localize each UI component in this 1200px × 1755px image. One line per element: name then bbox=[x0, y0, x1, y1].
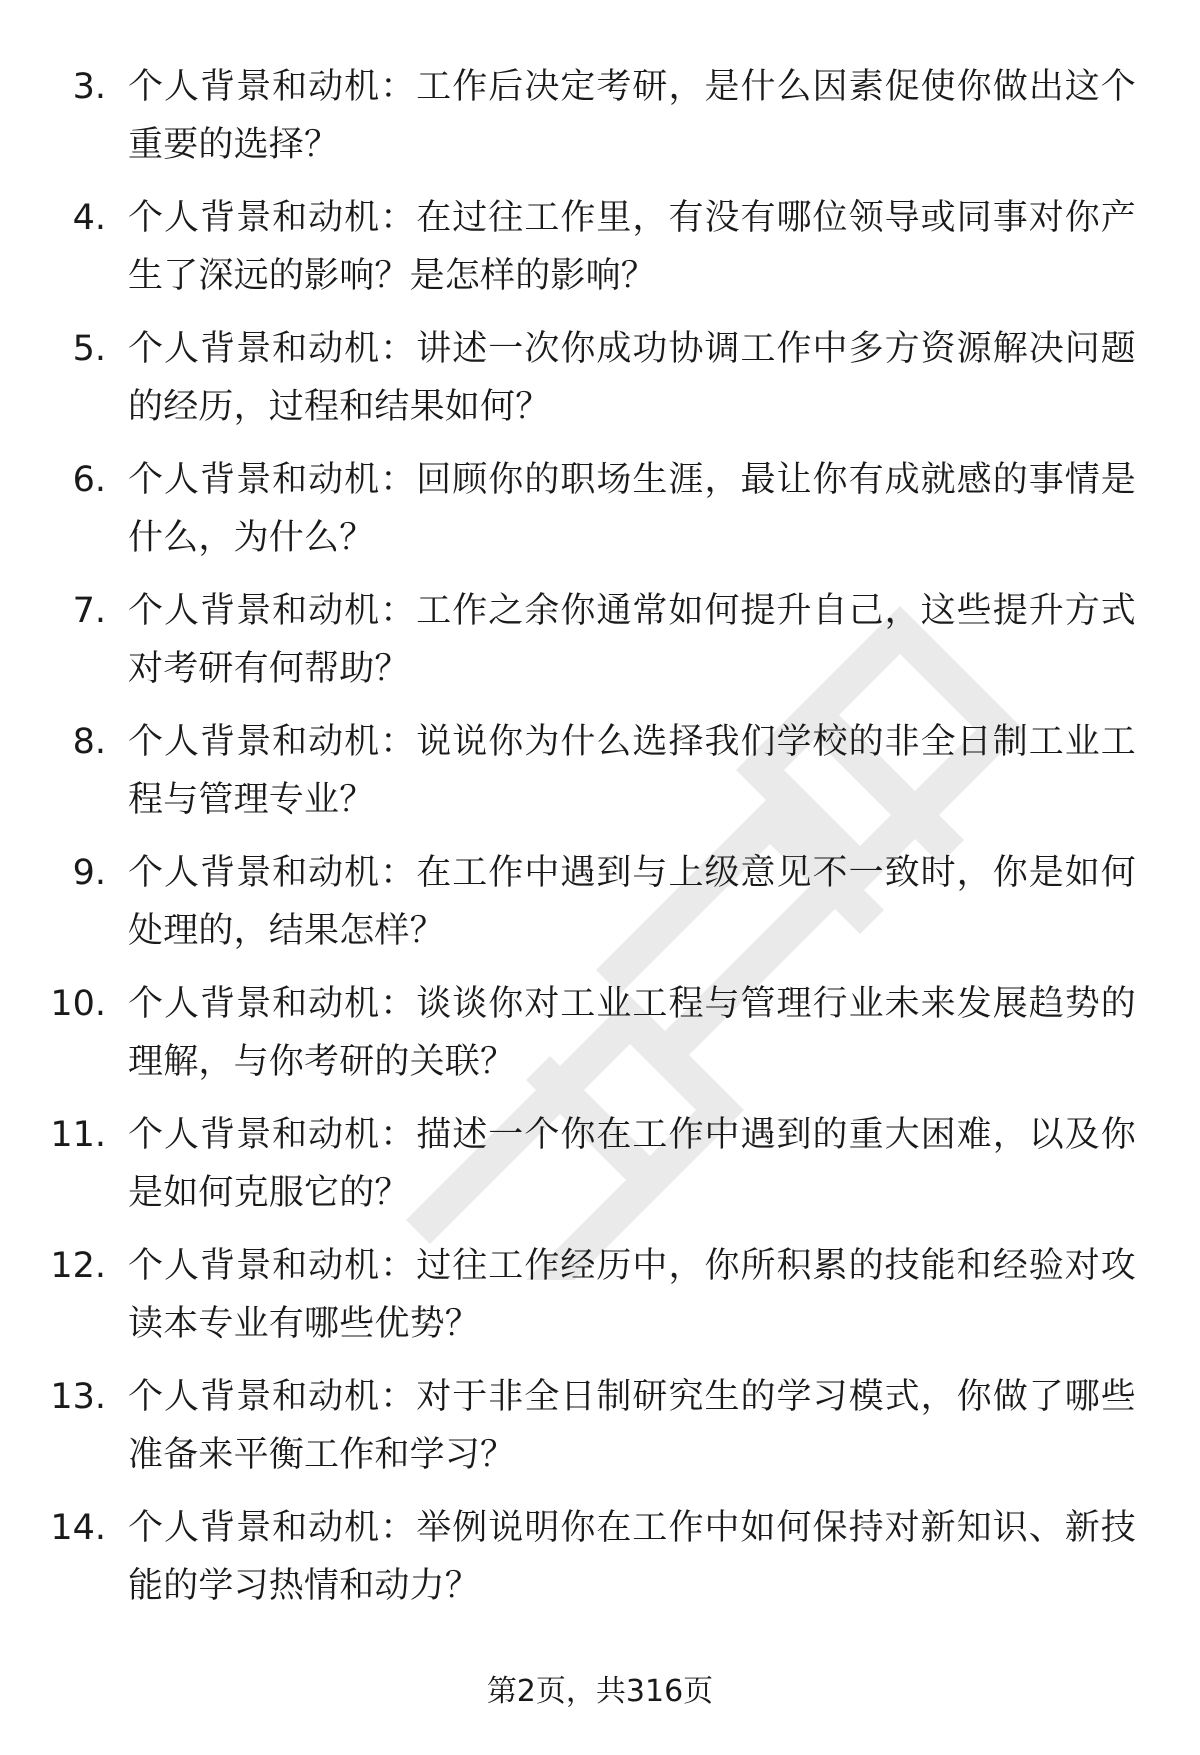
question-item bbox=[0, 1237, 1200, 1368]
question-number: 10. bbox=[50, 984, 106, 1024]
question-number: 9. bbox=[72, 853, 106, 893]
question-text: 个人背景和动机：讲述一次你成功协调工作中多方资源解决问题的经历，过程和结果如何？ bbox=[128, 329, 1136, 427]
question-text: 个人背景和动机：谈谈你对工业工程与管理行业未来发展趋势的理解，与你考研的关联？ bbox=[128, 984, 1136, 1082]
question-item bbox=[0, 975, 1200, 1106]
question-text: 个人背景和动机：回顾你的职场生涯，最让你有成就感的事情是什么，为什么？ bbox=[128, 460, 1136, 558]
question-number: 7. bbox=[72, 591, 106, 631]
question-number: 11. bbox=[50, 1115, 106, 1155]
question-item bbox=[0, 844, 1200, 975]
question-number: 14. bbox=[50, 1508, 106, 1548]
question-number: 12. bbox=[50, 1246, 106, 1286]
question-item bbox=[0, 713, 1200, 844]
question-text: 个人背景和动机：工作之余你通常如何提升自己，这些提升方式对考研有何帮助？ bbox=[128, 591, 1136, 689]
question-item bbox=[0, 1106, 1200, 1237]
question-text: 个人背景和动机：描述一个你在工作中遇到的重大困难，以及你是如何克服它的？ bbox=[128, 1115, 1136, 1213]
page-footer bbox=[0, 1672, 1200, 1712]
question-number: 4. bbox=[72, 198, 106, 238]
page-number-label: 第2页，共316页 bbox=[486, 1674, 714, 1709]
question-item bbox=[0, 320, 1200, 451]
question-number: 8. bbox=[72, 722, 106, 762]
question-text: 个人背景和动机：在工作中遇到与上级意见不一致时，你是如何处理的，结果怎样？ bbox=[128, 853, 1136, 951]
question-text: 个人背景和动机：对于非全日制研究生的学习模式，你做了哪些准备来平衡工作和学习？ bbox=[128, 1377, 1136, 1475]
question-item bbox=[0, 1368, 1200, 1499]
question-item bbox=[0, 58, 1200, 189]
question-number: 5. bbox=[72, 329, 106, 369]
question-text: 个人背景和动机：说说你为什么选择我们学校的非全日制工业工程与管理专业？ bbox=[128, 722, 1136, 820]
question-item bbox=[0, 189, 1200, 320]
question-item bbox=[0, 451, 1200, 582]
question-item bbox=[0, 582, 1200, 713]
question-number: 13. bbox=[50, 1377, 106, 1417]
question-text: 个人背景和动机：在过往工作里，有没有哪位领导或同事对你产生了深远的影响？是怎样的影响？ bbox=[128, 198, 1136, 296]
question-list bbox=[0, 58, 1200, 1630]
question-text: 个人背景和动机：工作后决定考研，是什么因素促使你做出这个重要的选择？ bbox=[128, 67, 1136, 165]
question-text: 个人背景和动机：过往工作经历中，你所积累的技能和经验对攻读本专业有哪些优势？ bbox=[128, 1246, 1136, 1344]
question-number: 6. bbox=[72, 460, 106, 500]
question-text: 个人背景和动机：举例说明你在工作中如何保持对新知识、新技能的学习热情和动力？ bbox=[128, 1508, 1136, 1606]
question-item bbox=[0, 1499, 1200, 1630]
question-number: 3. bbox=[72, 67, 106, 107]
